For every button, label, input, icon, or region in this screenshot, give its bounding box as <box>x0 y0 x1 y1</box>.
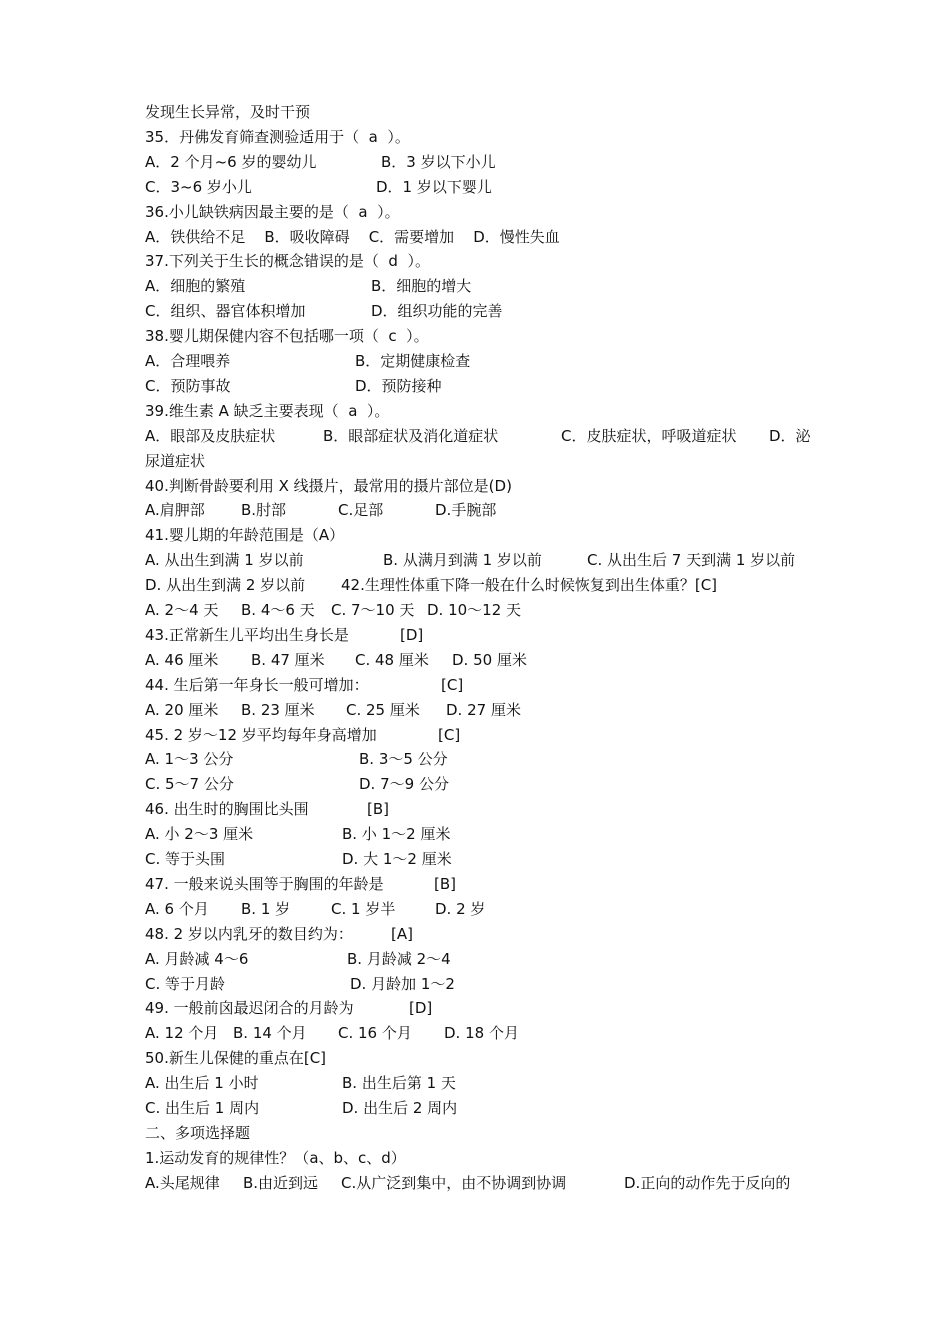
text-segment: C．预防事故 <box>145 376 231 395</box>
text-line: 尿道症状 <box>145 451 206 470</box>
text-segment: D．组织功能的完善 <box>371 302 503 321</box>
text-segment: B. 47 厘米 <box>251 650 325 669</box>
text-segment: B．定期健康检查 <box>355 352 471 370</box>
text-line: 35．丹佛发育筛查测验适用于（ a ）。 <box>145 127 410 146</box>
text-line: 39.维生素 A 缺乏主要表现（ a ）。 <box>145 401 390 420</box>
text-segment: C.从广泛到集中，由不协调到协调 <box>341 1173 567 1192</box>
text-segment: A. 1～3 公分 <box>145 750 234 769</box>
text-segment: C. 1 岁半 <box>331 899 396 918</box>
text-segment: B．眼部症状及消化道症状 <box>323 426 499 445</box>
text-segment: A．眼部及皮肤症状 <box>145 426 276 445</box>
text-segment: D．预防接种 <box>355 376 442 395</box>
text-segment: D. 从出生到满 2 岁以前 <box>145 576 306 595</box>
text-segment: D．1 岁以下婴儿 <box>376 177 492 196</box>
text-segment: B．3 岁以下小儿 <box>381 152 496 171</box>
text-segment: [B] <box>434 874 456 893</box>
text-segment: A. 20 厘米 <box>145 700 219 719</box>
text-segment: D. 月龄加 1～2 <box>350 974 455 993</box>
text-segment: A. 出生后 1 小时 <box>145 1074 259 1093</box>
text-segment: B. 从满月到满 1 岁以前 <box>383 551 542 570</box>
text-line: 发现生长异常，及时干预 <box>145 103 311 121</box>
text-segment: C. 出生后 1 周内 <box>145 1099 260 1117</box>
text-line: 41.婴儿期的年龄范围是（A） <box>145 526 345 545</box>
text-segment: B.由近到远 <box>243 1173 319 1192</box>
text-segment: 42.生理性体重下降一般在什么时候恢复到出生体重？[C] <box>341 576 718 595</box>
text-segment: [D] <box>400 625 424 644</box>
text-line: 36.小儿缺铁病因最主要的是（ a ）。 <box>145 202 400 221</box>
text-segment: 49. 一般前囟最迟闭合的月龄为 <box>145 999 354 1018</box>
text-line: 50.新生儿保健的重点在[C] <box>145 1049 327 1068</box>
text-segment: C．组织、器官体积增加 <box>145 302 306 321</box>
text-segment: A．2 个月~6 岁的婴幼儿 <box>145 152 317 171</box>
text-line: 38.婴儿期保健内容不包括哪一项（ c ）。 <box>145 327 429 346</box>
text-segment: C. 16 个月 <box>338 1024 412 1043</box>
text-segment: A. 月龄减 4～6 <box>145 949 249 968</box>
text-segment: A.头尾规律 <box>145 1173 220 1192</box>
text-segment: [B] <box>367 800 389 819</box>
text-segment: A. 2～4 天 <box>145 601 219 619</box>
text-segment: D. 2 岁 <box>435 899 486 918</box>
text-segment: C. 5～7 公分 <box>145 775 234 794</box>
text-segment: C. 48 厘米 <box>355 650 429 669</box>
text-segment: 45. 2 岁～12 岁平均每年身高增加 <box>145 725 377 744</box>
text-segment: C．3~6 岁小儿 <box>145 177 252 196</box>
text-line: 40.判断骨龄要利用 X 线摄片，最常用的摄片部位是(D) <box>145 476 512 495</box>
text-segment: 48. 2 岁以内乳牙的数目约为： <box>145 924 353 943</box>
text-segment: D. 18 个月 <box>444 1024 519 1043</box>
text-segment: [C] <box>438 725 461 744</box>
text-segment: B.肘部 <box>241 501 287 520</box>
text-segment: C．皮肤症状，呼吸道症状 <box>561 426 737 445</box>
text-segment: [A] <box>391 924 413 943</box>
text-segment: 44. 生后第一年身长一般可增加： <box>145 675 369 694</box>
text-segment: 47. 一般来说头围等于胸围的年龄是 <box>145 874 384 893</box>
text-segment: D. 27 厘米 <box>446 700 521 719</box>
text-segment: D. 大 1～2 厘米 <box>342 850 452 868</box>
text-segment: B. 23 厘米 <box>241 700 315 719</box>
text-segment: C. 25 厘米 <box>346 700 420 719</box>
text-segment: C. 7～10 天 <box>331 601 415 619</box>
text-segment: C. 等于头围 <box>145 850 226 868</box>
text-segment: A. 从出生到满 1 岁以前 <box>145 551 304 570</box>
text-segment: C. 从出生后 7 天到满 1 岁以前 <box>587 551 796 570</box>
text-segment: B．细胞的增大 <box>371 277 472 296</box>
text-segment: D．泌 <box>769 426 811 445</box>
text-segment: B. 出生后第 1 天 <box>342 1074 456 1093</box>
text-line: 二、多项选择题 <box>145 1123 251 1142</box>
text-segment: B. 3～5 公分 <box>359 750 448 769</box>
text-segment: D.手腕部 <box>435 501 497 520</box>
text-segment: B. 小 1～2 厘米 <box>342 825 451 844</box>
text-line: 37.下列关于生长的概念错误的是（ d ）。 <box>145 252 430 271</box>
text-segment: D. 10～12 天 <box>427 601 522 619</box>
text-segment: B. 月龄减 2～4 <box>347 949 451 968</box>
text-segment: 46. 出生时的胸围比头围 <box>145 800 309 819</box>
text-segment: B. 1 岁 <box>241 899 291 918</box>
text-segment: D. 50 厘米 <box>452 650 527 669</box>
text-segment: C. 等于月龄 <box>145 974 226 993</box>
text-segment: A. 12 个月 <box>145 1024 219 1043</box>
text-segment: D. 7～9 公分 <box>359 775 449 794</box>
text-segment: [C] <box>441 675 464 694</box>
text-segment: D. 出生后 2 周内 <box>342 1099 458 1117</box>
text-segment: A．合理喂养 <box>145 352 231 370</box>
text-line: 1.运动发育的规律性？（a、b、c、d） <box>145 1148 406 1167</box>
text-segment: A. 46 厘米 <box>145 650 219 669</box>
text-segment: A. 6 个月 <box>145 899 209 918</box>
text-segment: B. 14 个月 <box>233 1024 307 1043</box>
text-segment: B. 4～6 天 <box>241 601 315 619</box>
text-segment: A. 小 2～3 厘米 <box>145 825 254 844</box>
text-segment: D.正向的动作先于反向的 <box>624 1173 791 1192</box>
text-line: A．铁供给不足 B．吸收障碍 C．需要增加 D．慢性失血 <box>145 227 560 246</box>
text-segment: [D] <box>409 999 433 1018</box>
text-segment: C.足部 <box>338 501 384 520</box>
text-segment: A．细胞的繁殖 <box>145 277 246 296</box>
text-segment: 43.正常新生儿平均出生身长是 <box>145 625 349 644</box>
text-segment: A.肩胛部 <box>145 501 205 520</box>
